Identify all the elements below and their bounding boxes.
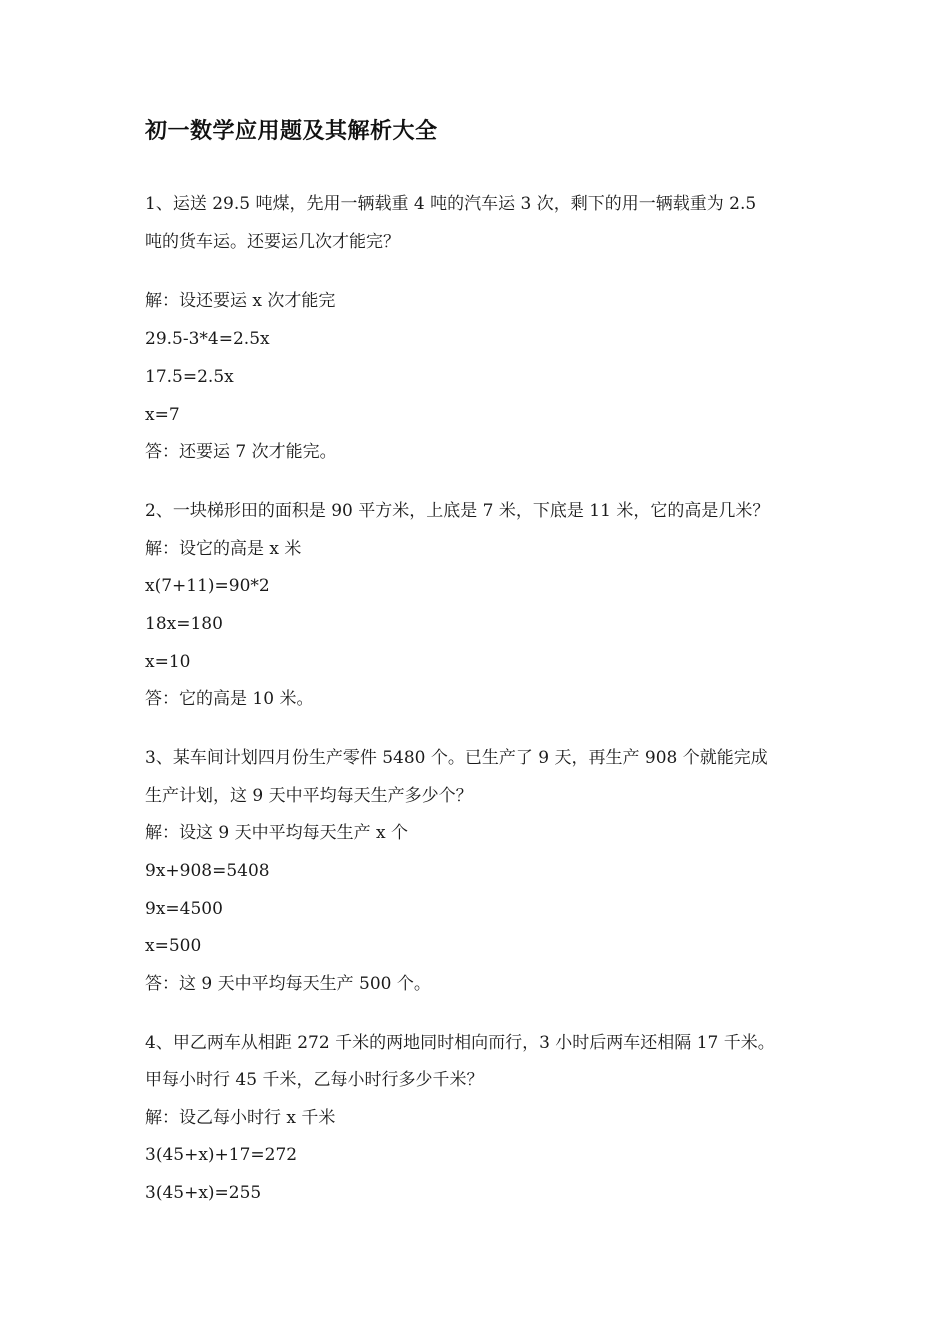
- problem-3-solution-setup: 解：设这 9 天中平均每天生产 x 个: [145, 823, 409, 843]
- problem-2-solution-setup: 解：设它的高是 x 米: [145, 539, 302, 559]
- problem-1-solution-setup: 解：设还要运 x 次才能完: [145, 291, 336, 311]
- problem-1-equation-1: 29.5-3*4=2.5x: [145, 329, 270, 349]
- problem-3-equation-1: 9x+908=5408: [145, 861, 270, 881]
- problem-4-equation-2: 3(45+x)=255: [145, 1183, 262, 1203]
- problem-4-equation-1: 3(45+x)+17=272: [145, 1145, 298, 1165]
- problem-1-equation-2: 17.5=2.5x: [145, 367, 234, 387]
- problem-1-answer: 答：还要运 7 次才能完。: [145, 442, 337, 462]
- problem-3-equation-2: 9x=4500: [145, 899, 223, 919]
- problem-4-question-line-1: 4、甲乙两车从相距 272 千米的两地同时相向而行，3 小时后两车还相隔 17 千米。: [145, 1033, 775, 1053]
- problem-2-question-line-1: 2、一块梯形田的面积是 90 平方米，上底是 7 米，下底是 11 米，它的高是几米？: [145, 501, 770, 521]
- problem-1-question-line-1: 1、运送 29.5 吨煤，先用一辆载重 4 吨的汽车运 3 次，剩下的用一辆载重为 2.5: [145, 194, 757, 214]
- document-title: 初一数学应用题及其解析大全: [145, 119, 438, 144]
- problem-3-question-line-1: 3、某车间计划四月份生产零件 5480 个。已生产了 9 天，再生产 908 个就能完成: [145, 748, 768, 768]
- problem-2-answer: 答：它的高是 10 米。: [145, 689, 314, 709]
- problem-4-question-line-2: 甲每小时行 45 千米，乙每小时行多少千米？: [145, 1070, 484, 1090]
- problem-1-equation-3: x=7: [145, 405, 180, 425]
- problem-2-equation-2: 18x=180: [145, 614, 223, 634]
- problem-3-question-line-2: 生产计划，这 9 天中平均每天生产多少个？: [145, 786, 473, 806]
- problem-2-equation-1: x(7+11)=90*2: [145, 576, 270, 596]
- problem-3-answer: 答：这 9 天中平均每天生产 500 个。: [145, 974, 431, 994]
- problem-3-equation-3: x=500: [145, 936, 202, 956]
- problem-4-solution-setup: 解：设乙每小时行 x 千米: [145, 1108, 336, 1128]
- problem-1-question-line-2: 吨的货车运。还要运几次才能完？: [145, 232, 400, 252]
- problem-2-equation-3: x=10: [145, 652, 191, 672]
